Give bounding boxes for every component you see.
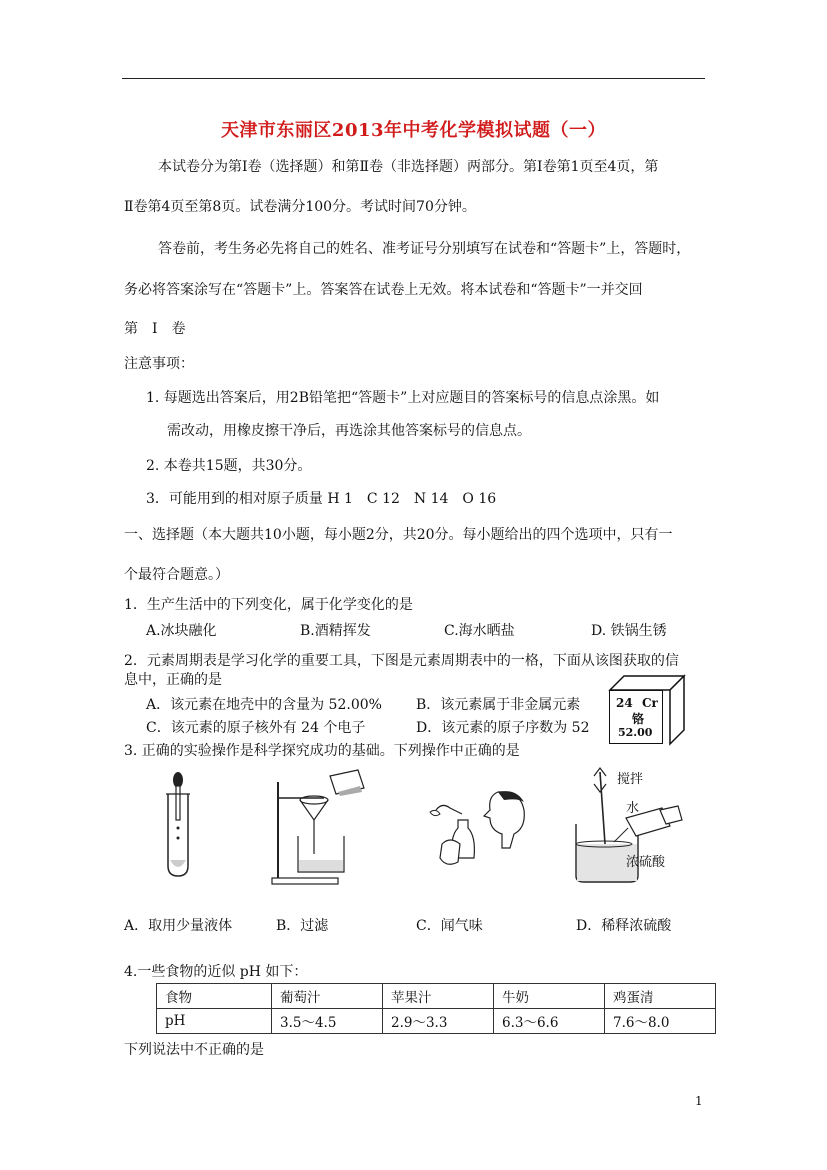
ph-table — [156, 983, 716, 1034]
label-concentrated-acid: 浓硫酸 — [626, 855, 666, 870]
element-cell — [609, 690, 663, 744]
q4-after: 下列说法中不正确的是 — [124, 1042, 264, 1058]
page-title: 天津市东丽区2013年中考化学模拟试题（一） — [220, 120, 607, 141]
table-cell: 3.5～4.5 — [272, 1009, 383, 1034]
label-water: 水 — [626, 801, 640, 816]
q2-stem-1: 2．元素周期表是学习化学的重要工具，下图是元素周期表中的一格，下面从该图获取的信 — [124, 653, 679, 669]
table-cell: 6.3～6.6 — [494, 1009, 605, 1034]
element-name: 铬 — [632, 712, 645, 726]
table-cell: 牛奶 — [494, 984, 605, 1009]
q1-option-c: C.海水晒盐 — [444, 623, 515, 639]
q3-option-b: B．过滤 — [276, 918, 329, 934]
part1-line-2: 个最符合题意。） — [124, 567, 229, 583]
table-cell: 7.6～8.0 — [605, 1009, 716, 1034]
q3-option-c: C．闻气味 — [416, 918, 483, 934]
notice-item-1b: 需改动，用橡皮擦干净后，再选涂其他答案标号的信息点。 — [167, 423, 531, 439]
table-cell: 鸡蛋清 — [605, 984, 716, 1009]
q2-stem-2: 息中，正确的是 — [124, 672, 222, 688]
table-cell: 葡萄汁 — [272, 984, 383, 1009]
intro-line-1: 本试卷分为第Ⅰ卷（选择题）和第Ⅱ卷（非选择题）两部分。第Ⅰ卷第1页至4页，第 — [158, 159, 659, 175]
dropper-test-tube-icon — [158, 770, 198, 880]
label-stir: 搅拌 — [617, 772, 644, 787]
table-cell: 食物 — [157, 984, 272, 1009]
q2-option-b: B．该元素属于非金属元素 — [416, 697, 581, 713]
table-row — [157, 984, 716, 1009]
top-rule — [122, 78, 705, 79]
notice-item-1a: 1. 每题选出答案后，用2B铅笔把“答题卡”上对应题目的答案标号的信息点涂黑。如 — [146, 390, 660, 406]
smelling-gas-icon — [428, 788, 538, 880]
table-row — [157, 1009, 716, 1034]
q1-stem: 1．生产生活中的下列变化，属于化学变化的是 — [124, 597, 413, 613]
section-label: 第 Ⅰ 卷 — [124, 321, 186, 337]
notice-item-2: 2. 本卷共15题，共30分。 — [146, 458, 312, 474]
page-number: 1 — [695, 1094, 703, 1108]
intro-line-2: Ⅱ卷第4页至第8页。试卷满分100分。考试时间70分钟。 — [124, 199, 476, 215]
q3-stem: 3. 正确的实验操作是科学探究成功的基础。下列操作中正确的是 — [124, 743, 520, 759]
q3-option-a: A．取用少量液体 — [124, 918, 233, 934]
q2-option-c: C．该元素的原子核外有 24 个电子 — [146, 720, 366, 736]
table-cell: 2.9～3.3 — [383, 1009, 494, 1034]
filtration-apparatus-icon — [268, 768, 378, 886]
element-number: 24 — [616, 696, 633, 710]
q1-option-b: B.酒精挥发 — [300, 623, 371, 639]
intro-line-4: 务必将答案涂写在“答题卡”上。答案答在试卷上无效。将本试卷和“答题卡”一并交回 — [124, 282, 643, 298]
q1-option-d: D. 铁锅生锈 — [591, 623, 667, 639]
table-cell: 苹果汁 — [383, 984, 494, 1009]
notice-item-3: 3．可能用到的相对原子质量 H 1 C 12 N 14 O 16 — [146, 491, 497, 507]
table-cell: pH — [157, 1009, 272, 1034]
q1-option-a: A.冰块融化 — [146, 623, 217, 639]
q4-stem: 4.一些食物的近似 pH 如下： — [124, 964, 308, 980]
q3-option-d: D．稀释浓硫酸 — [576, 918, 672, 934]
q2-option-d: D．该元素的原子序数为 52 — [416, 720, 590, 736]
q2-option-a: A．该元素在地壳中的含量为 52.00% — [146, 697, 382, 713]
notice-heading: 注意事项： — [124, 356, 194, 372]
part1-line-1: 一、选择题（本大题共10小题，每小题2分，共20分。每小题给出的四个选项中，只有一 — [124, 527, 673, 543]
element-mass: 52.00 — [618, 726, 653, 739]
intro-line-3: 答卷前，考生务必先将自己的姓名、准考证号分别填写在试卷和“答题卡”上，答题时， — [158, 241, 691, 257]
element-symbol: Cr — [642, 696, 658, 710]
